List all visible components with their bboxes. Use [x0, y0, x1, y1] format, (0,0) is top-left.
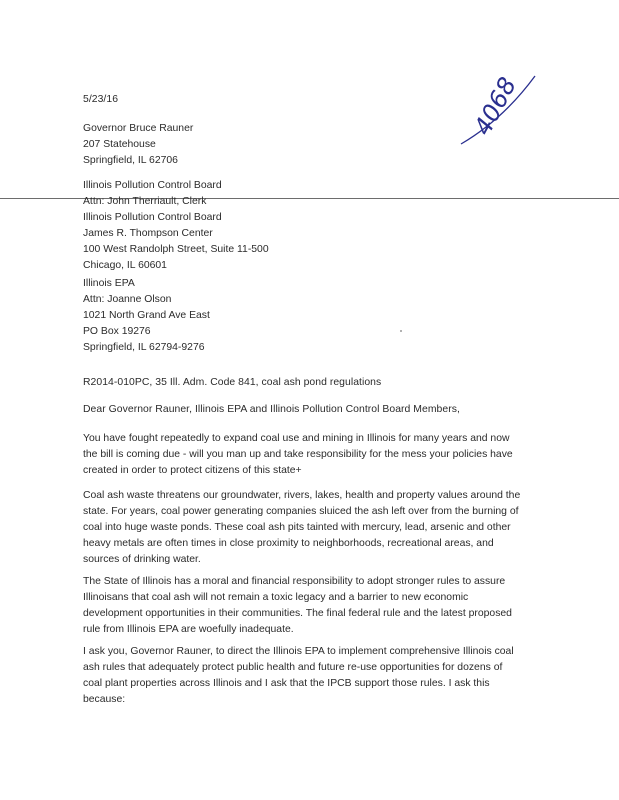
paragraph-line: You have fought repeatedly to expand coal use and mining in Illinois for many years and now [83, 433, 510, 444]
recipient-line: Illinois Pollution Control Board [83, 212, 222, 223]
paragraph-line: ash rules that adequately protect public health and future re-use opportunities for dozens of [83, 662, 503, 673]
paragraph-line: coal plant properties across Illinois and I ask that the IPCB support those rules. I ask this [83, 678, 490, 689]
paragraph-line: Coal ash waste threatens our groundwater, rivers, lakes, health and property values around the [83, 490, 521, 501]
recipient-line: 207 Statehouse [83, 139, 156, 150]
recipient-line: 100 West Randolph Street, Suite 11-500 [83, 244, 269, 255]
paragraph-line: the bill is coming due - will you man up and take responsibility for the mess your policies have [83, 449, 513, 460]
paragraph-2 [83, 488, 523, 568]
recipient-line: James R. Thompson Center [83, 228, 213, 239]
recipient-line: Chicago, IL 60601 [83, 260, 167, 271]
paragraph-line: Illinoisans that coal ash will not remain a toxic legacy and a barrier to new economic [83, 592, 469, 603]
paragraph-line: I ask you, Governor Rauner, to direct the Illinois EPA to implement comprehensive Illinois coal [83, 646, 514, 657]
paragraph-line: state. For years, coal power generating companies sluiced the ash left over from the burning of [83, 506, 519, 517]
recipient-line: PO Box 19276 [83, 326, 151, 337]
recipient-line: 1021 North Grand Ave East [83, 310, 210, 321]
paragraph-line: development opportunities in their communities. The final federal rule and the latest proposed [83, 608, 512, 619]
paragraph-line: sources of drinking water. [83, 554, 201, 565]
paragraph-4 [83, 644, 523, 708]
letter-salutation: Dear Governor Rauner, Illinois EPA and Illinois Pollution Control Board Members, [83, 404, 460, 415]
recipient-line: Illinois Pollution Control Board [83, 180, 222, 191]
handwritten-number-text: 4068 [468, 72, 522, 140]
paragraph-line: heavy metals are often times in close proximity to neighborhoods, recreational areas, and [83, 538, 494, 549]
recipient-line: Governor Bruce Rauner [83, 123, 194, 134]
paragraph-1 [83, 431, 523, 479]
recipient-illinois-epa [83, 276, 523, 356]
recipient-pollution-board [83, 178, 523, 274]
paragraph-3 [83, 574, 523, 638]
recipient-governor [83, 121, 523, 169]
paragraph-line: created in order to protect citizens of this state+ [83, 465, 302, 476]
recipient-line: Attn: John Therriault, Clerk [83, 196, 207, 207]
recipient-line: Springfield, IL 62706 [83, 155, 178, 166]
scan-speck [400, 330, 402, 332]
paragraph-line: The State of Illinois has a moral and financial responsibility to adopt stronger rules to assure [83, 576, 506, 587]
paragraph-line: coal into huge waste ponds. These coal ash pits tainted with mercury, lead, arsenic and other [83, 522, 511, 533]
recipient-line: Attn: Joanne Olson [83, 294, 172, 305]
recipient-line: Illinois EPA [83, 278, 135, 289]
letter-date: 5/23/16 [83, 94, 119, 105]
letter-subject: R2014-010PC, 35 Ill. Adm. Code 841, coal ash pond regulations [83, 377, 382, 388]
recipient-line: Springfield, IL 62794-9276 [83, 342, 205, 353]
paragraph-line: rule from Illinois EPA are woefully inadequate. [83, 624, 294, 635]
paragraph-line: because: [83, 694, 126, 705]
